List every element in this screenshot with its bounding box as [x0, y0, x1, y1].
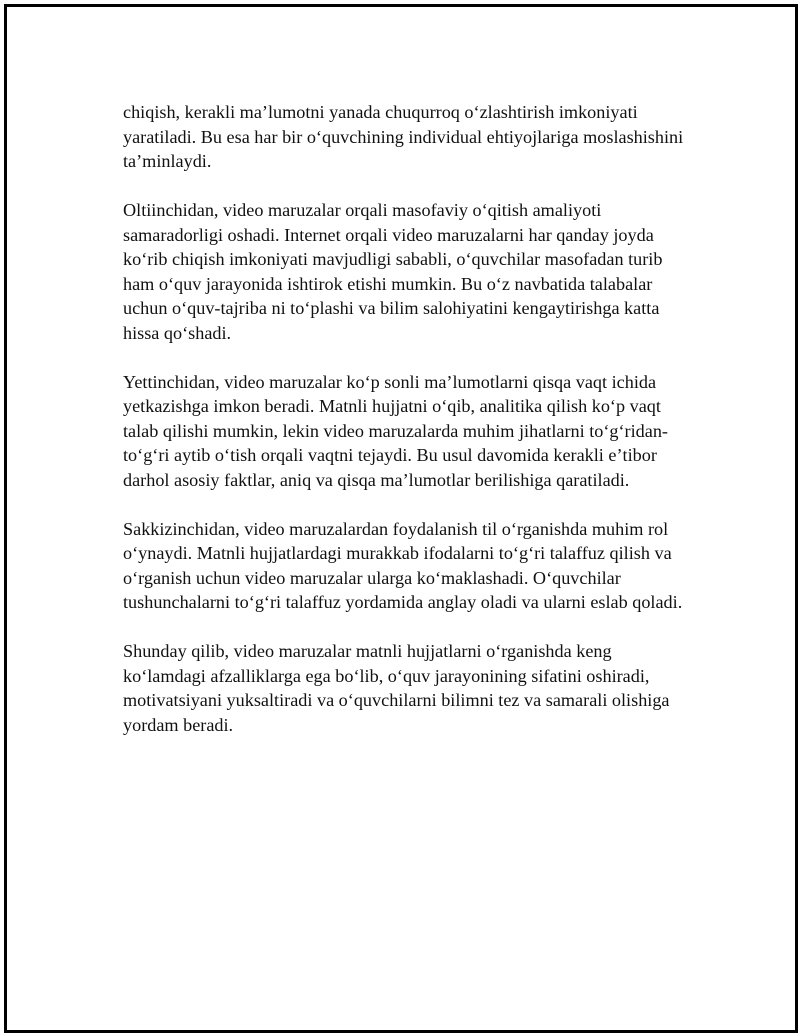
text-line: uchun oʻquv-tajriba ni toʻplashi va bilim salohiyatini kengaytirishga katta [123, 298, 660, 318]
text-line: yetkazishga imkon beradi. Matnli hujjatni oʻqib, analitika qilish koʻp vaqt [123, 396, 661, 416]
paragraph-4 [123, 517, 695, 615]
text-line: talab qilishi mumkin, lekin video maruzalarda muhim jihatlarni toʻgʻridan- [123, 420, 668, 441]
paragraph-3 [123, 370, 695, 493]
text-line: taʼminlaydi. [123, 151, 212, 171]
paragraph-2 [123, 198, 695, 345]
text-line: hissa qoʻshadi. [123, 322, 232, 343]
text-line: Yettinchidan, video maruzalar koʻp sonli maʼlumotlarni qisqa vaqt ichida [123, 371, 657, 392]
paragraph-1 [123, 100, 695, 174]
text-line: Oltiinchidan, video maruzalar orqali masofaviy oʻqitish amaliyoti [123, 200, 602, 220]
text-line: darhol asosiy faktlar, aniq va qisqa maʼlumotlar berilishiga qaratiladi. [123, 469, 630, 490]
text-line: motivatsiyani yuksaltiradi va oʻquvchilarni bilimni tez va samarali olishiga [123, 690, 670, 710]
text-line: koʻrib chiqish imkoniyati mavjudligi sababli, oʻquvchilar masofadan turib [123, 249, 663, 269]
text-line: tushunchalarni toʻgʻri talaffuz yordamida anglay oladi va ularni eslab qoladi. [123, 592, 683, 612]
text-line: ham oʻquv jarayonida ishtirok etishi mumkin. Bu oʻz navbatida talabalar [123, 273, 653, 294]
page-body-text [123, 100, 695, 762]
text-line: Shunday qilib, video maruzalar matnli hujjatlarni oʻrganishda keng [123, 641, 612, 661]
text-line: yordam beradi. [123, 714, 234, 735]
page-frame [4, 4, 798, 1033]
text-line: toʻgʻri aytib oʻtish orqali vaqtni tejaydi. Bu usul davomida kerakli eʼtibor [123, 445, 657, 465]
text-line: oʻrganish uchun video maruzalar ularga koʻmaklashadi. Oʻquvchilar [123, 567, 621, 588]
paragraph-5 [123, 639, 695, 737]
text-line: chiqish, kerakli maʼlumotni yanada chuqurroq oʻzlashtirish imkoniyati [123, 102, 638, 122]
text-line: samaradorligi oshadi. Internet orqali video maruzalarni har qanday joyda [123, 224, 654, 245]
text-line: Sakkizinchidan, video maruzalardan foydalanish til oʻrganishda muhim rol [123, 518, 669, 539]
text-line: koʻlamdagi afzalliklarga ega boʻlib, oʻquv jarayonining sifatini oshiradi, [123, 665, 650, 686]
text-line: yaratiladi. Bu esa har bir oʻquvchining individual ehtiyojlariga moslashishini [123, 126, 684, 147]
text-line: oʻynaydi. Matnli hujjatlardagi murakkab ifodalarni toʻgʻri talaffuz qilish va [123, 543, 672, 563]
